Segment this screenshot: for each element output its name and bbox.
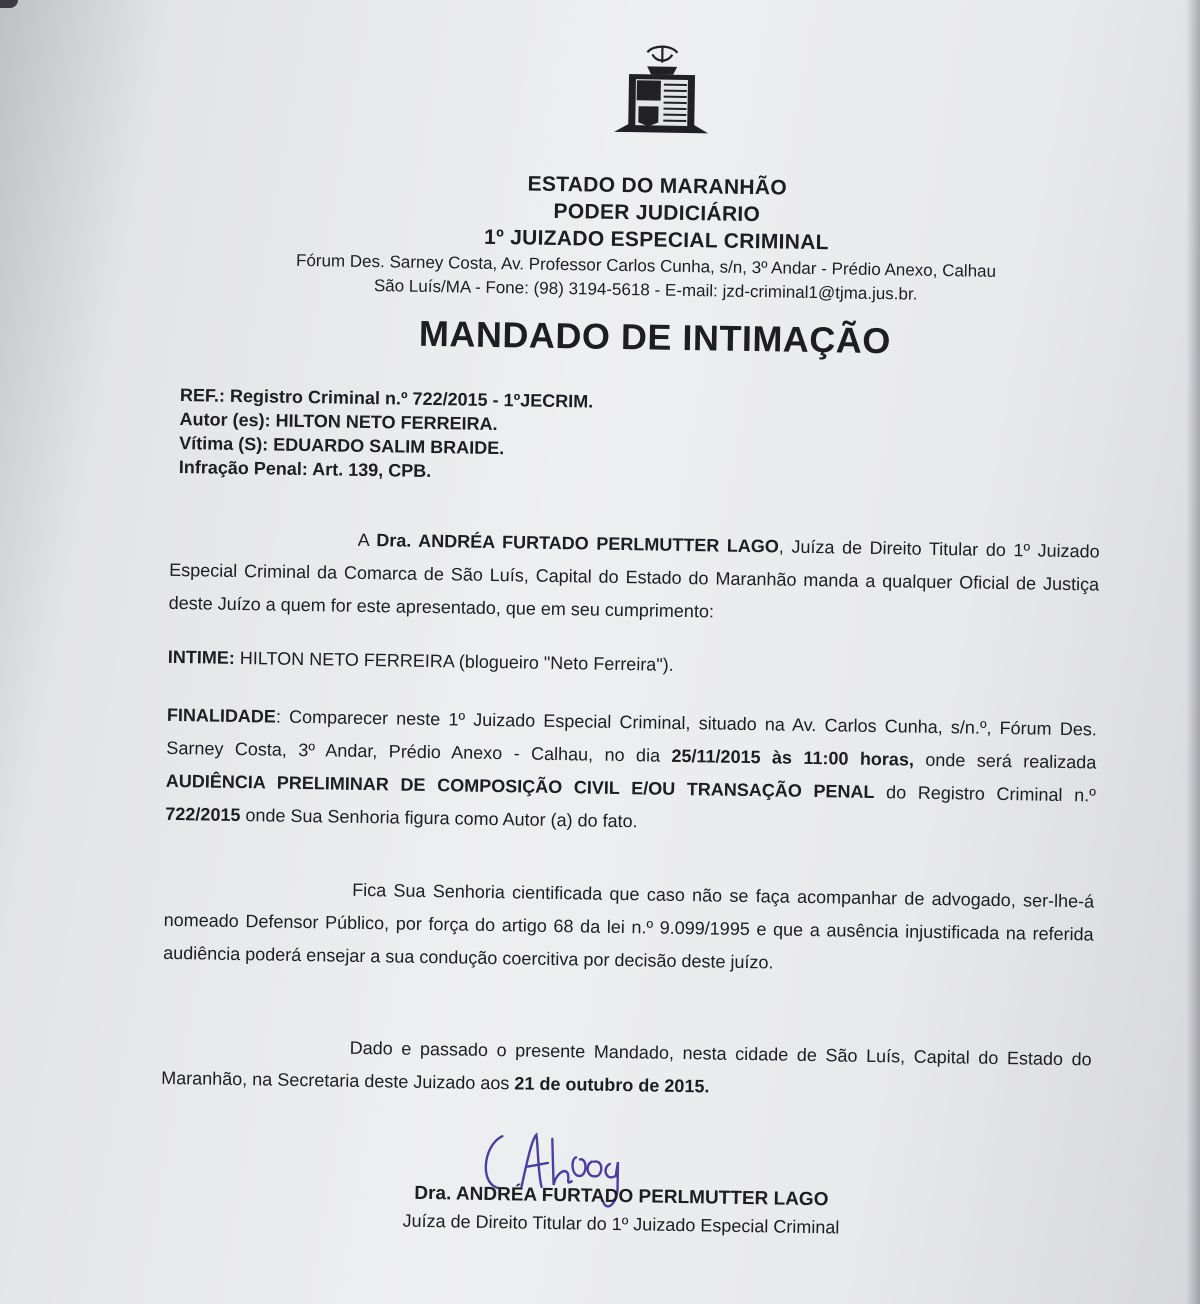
paragraph-notice: Fica Sua Senhoria cientificada que caso não se faça acompanhar de advogado, ser-lhe-á nomeado Defensor Público, por força do artigo 68 da lei n.º 9.099/1995 e que a ausência injustificada na referida audiência poderá ensejar a sua condução coercitiva por decisão deste juízo. bbox=[163, 879, 1095, 973]
p1-text: , Juíza de Direito Titular do 1º Juizado Especial Criminal da Comarca de São Luís, Capital do Estado do Maranhão manda a qualquer Oficial de Justiça deste Juízo a quem for este apresentado, que em seu cumprimento: bbox=[168, 536, 1100, 622]
paragraph-finalidade bbox=[165, 699, 1097, 846]
ref-infraction: Infração Penal: Art. 139, CPB. bbox=[178, 457, 432, 482]
signatory-role: Juíza de Direito Titular do 1º Juizado Especial Criminal bbox=[402, 1210, 840, 1238]
document-title: MANDADO DE INTIMAÇÃO bbox=[418, 312, 892, 362]
registry-number: 722/2015 bbox=[165, 803, 241, 826]
finalidade-label: FINALIDADE bbox=[166, 704, 277, 727]
p1-prefix: A bbox=[357, 529, 377, 551]
ref-author: Autor (es): HILTON NETO FERREIRA. bbox=[179, 409, 498, 435]
paragraph-intime bbox=[168, 641, 1098, 689]
finalidade-text-c: do Registro Criminal n.º bbox=[874, 782, 1096, 806]
hearing-type: AUDIÊNCIA PRELIMINAR DE COMPOSIÇÃO CIVIL E/OU TRANSAÇÃO PENAL bbox=[165, 770, 875, 803]
judge-name-inline: Dra. ANDRÉA FURTADO PERLMUTTER LAGO bbox=[376, 530, 780, 557]
issue-date: 21 de outubro de 2015. bbox=[514, 1073, 710, 1097]
intime-text: HILTON NETO FERREIRA (blogueiro "Neto Ferreira"). bbox=[234, 647, 674, 675]
header-court: 1º JUIZADO ESPECIAL CRIMINAL bbox=[483, 225, 829, 255]
coat-of-arms-icon bbox=[606, 40, 718, 142]
header-address-line2: São Luís/MA - Fone: (98) 3194-5618 - E-mail: jzd-criminal1@tjma.jus.br. bbox=[373, 276, 918, 304]
hearing-date: 25/11/2015 às 11:00 horas, bbox=[671, 745, 915, 770]
ref-registry: REF.: Registro Criminal n.º 722/2015 - 1ºJECRIM. bbox=[179, 385, 594, 412]
header-address-line1: Fórum Des. Sarney Costa, Av. Professor Carlos Cunha, s/n, 3º Andar - Prédio Anexo, Calhau bbox=[295, 250, 997, 281]
paragraph-order bbox=[168, 521, 1099, 635]
finalidade-text-b: onde será realizada bbox=[913, 749, 1097, 773]
ref-victim: Vítima (S): EDUARDO SALIM BRAIDE. bbox=[179, 433, 505, 459]
header-state: ESTADO DO MARANHÃO bbox=[527, 172, 788, 200]
intime-label: INTIME: bbox=[167, 646, 235, 668]
paragraph-closing bbox=[161, 1029, 1092, 1110]
header-judiciary: PODER JUDICIÁRIO bbox=[553, 199, 761, 227]
finalidade-text-a: : Comparecer neste 1º Juizado Especial Criminal, situado na Av. Carlos Cunha, s/n.º, Fórum Des. Sarney Costa, 3º Andar, Prédio Anexo - Calhau, no dia bbox=[166, 706, 1097, 766]
page-edge-shadow bbox=[1186, 0, 1200, 1304]
signature-block bbox=[311, 1181, 932, 1240]
closing-text: Dado e passado o presente Mandado, nesta cidade de São Luís, Capital do Estado do Maranhão, na Secretaria deste Juizado aos bbox=[161, 1037, 1092, 1094]
finalidade-text-d: onde Sua Senhoria figura como Autor (a) do fato. bbox=[240, 805, 638, 832]
signatory-name: Dra. ANDRÉA FURTADO PERLMUTTER LAGO bbox=[414, 1182, 829, 1211]
